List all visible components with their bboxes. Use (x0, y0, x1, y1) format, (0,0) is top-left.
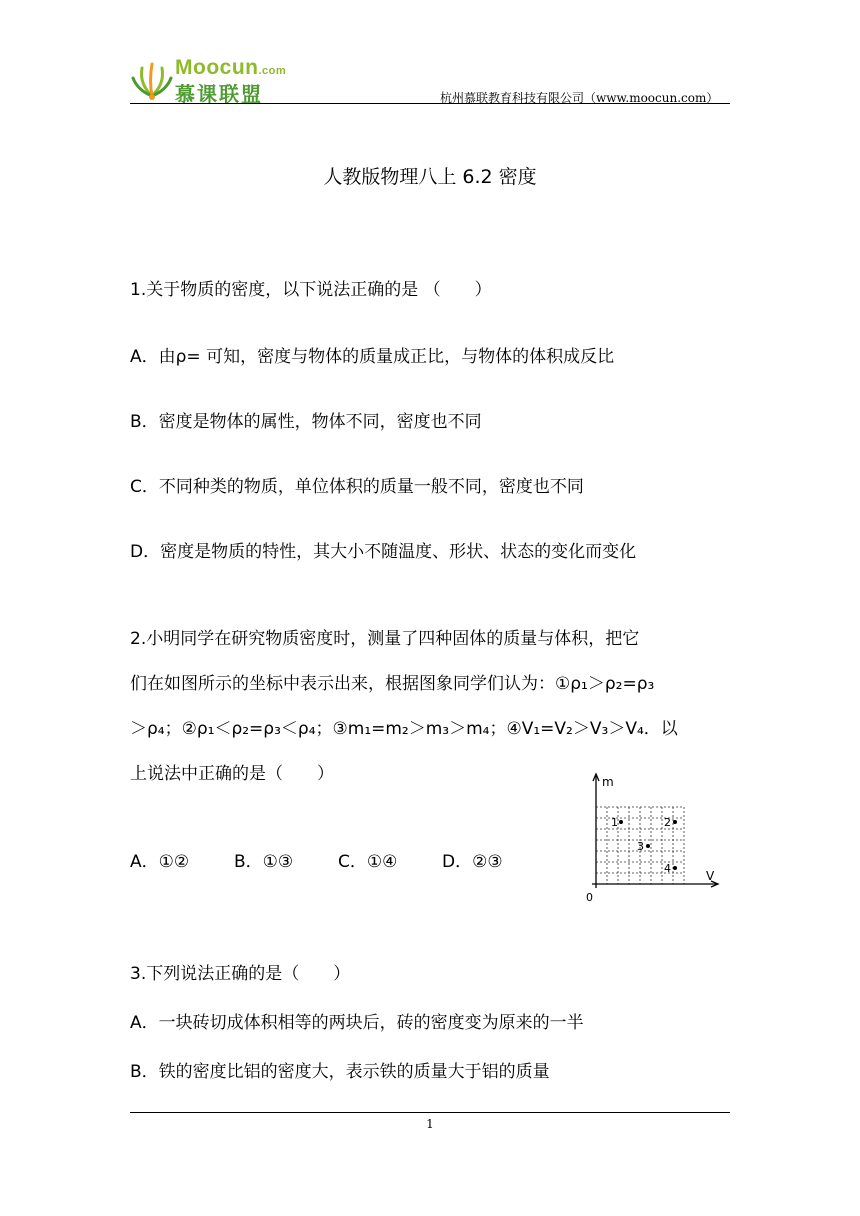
point-2-label: 2 (664, 816, 671, 829)
q2-option-d: D．②③ (442, 852, 503, 872)
q2-option-b: B．①③ (234, 852, 294, 872)
point-1-marker (619, 820, 623, 824)
q2-option-c: C．①④ (338, 852, 398, 872)
mass-volume-graph (585, 770, 725, 905)
q1-option-c: C．不同种类的物质，单位体积的质量一般不同，密度也不同 (130, 477, 584, 497)
q3-option-b: B．铁的密度比铝的密度大，表示铁的质量大于铝的质量 (130, 1062, 550, 1082)
q2-options (130, 847, 503, 872)
q2-stem-line: 上说法中正确的是（ ） (130, 764, 334, 784)
point-3-label: 3 (637, 840, 644, 853)
header-divider (130, 103, 730, 104)
q1-stem: 1.关于物质的密度，以下说法正确的是 （ ） (130, 280, 492, 300)
x-axis-label: V (706, 869, 715, 883)
q3-option-a: A．一块砖切成体积相等的两块后，砖的密度变为原来的一半 (130, 1013, 584, 1033)
page-number: 1 (426, 1117, 434, 1131)
q1-option-a: A．由ρ= 可知，密度与物体的质量成正比，与物体的体积成反比 (130, 347, 615, 367)
point-4-marker (673, 866, 677, 870)
logo-leaf-icon (130, 58, 174, 102)
q2-stem-line: 们在如图所示的坐标中表示出来，根据图象同学们认为：①ρ₁＞ρ₂=ρ₃ (130, 674, 655, 694)
q1-option-b: B．密度是物体的属性，物体不同，密度也不同 (130, 412, 482, 432)
company-name: 杭州慕联教育科技有限公司（www.moocun.com） (440, 91, 719, 105)
logo-chinese-name: 慕课联盟 (175, 82, 263, 106)
point-2-marker (673, 820, 677, 824)
q2-stem-line: ＞ρ₄；②ρ₁＜ρ₂=ρ₃＜ρ₄；③m₁=m₂＞m₃＞m₄；④V₁=V₂＞V₃＞V₄．以 (130, 719, 678, 739)
logo-wordmark-text: Moocun (175, 56, 259, 79)
footer-divider (130, 1112, 730, 1113)
origin-label: 0 (586, 891, 593, 904)
q1-option-d: D．密度是物质的特性，其大小不随温度、形状、状态的变化而变化 (130, 542, 637, 562)
q2-option-a: A．①② (130, 852, 190, 872)
point-4-label: 4 (664, 862, 671, 875)
document-title: 人教版物理八上 6.2 密度 (323, 166, 537, 188)
point-1-label: 1 (611, 816, 618, 829)
y-axis-label: m (602, 775, 614, 789)
logo-wordmark (175, 56, 286, 80)
q3-stem: 3.下列说法正确的是（ ） (130, 964, 351, 984)
q2-stem-line: 2.小明同学在研究物质密度时，测量了四种固体的质量与体积，把它 (130, 629, 640, 649)
logo-wordmark-suffix: .com (258, 65, 287, 77)
point-3-marker (646, 844, 650, 848)
